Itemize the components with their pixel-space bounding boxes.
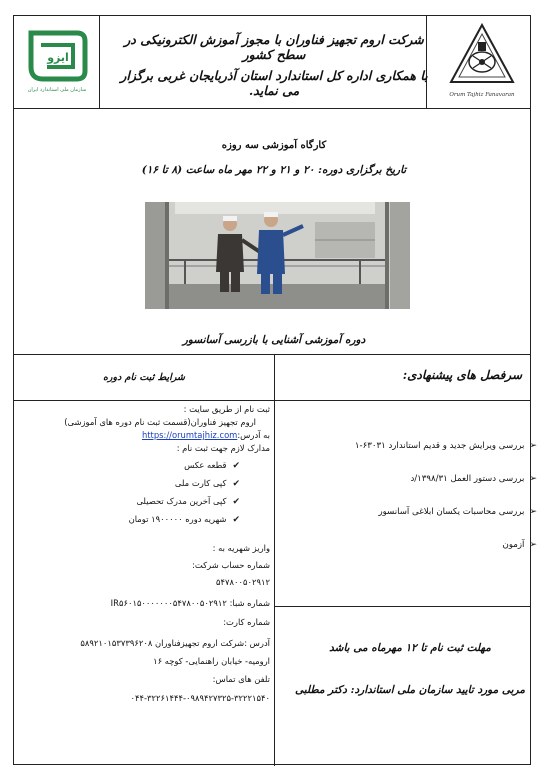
approved-instructor: مربی مورد تایید سازمان ملی استاندارد: دکتر مطلبی bbox=[295, 684, 525, 696]
doc-item: ✔شهریه دوره ۱۹۰۰۰۰۰ تومان bbox=[128, 514, 240, 525]
payment-label: واریز شهریه به : bbox=[212, 543, 270, 553]
arrow-bullet-icon: ➢ bbox=[529, 474, 537, 484]
standard-logo-icon bbox=[25, 27, 89, 83]
sheba-number: شماره شبا: IR۵۶۰۱۵۰۰۰۰۰۰۰۵۴۷۸۰۰۵۰۲۹۱۲ bbox=[110, 598, 270, 608]
checkmark-icon: ✔ bbox=[232, 461, 240, 471]
doc-item: ✔قطعه عکس bbox=[184, 460, 240, 471]
checkmark-icon: ✔ bbox=[232, 479, 240, 489]
register-via-site: ثبت نام از طریق سایت : bbox=[183, 404, 270, 414]
website-link[interactable]: https://orumtajhiz.com bbox=[141, 430, 238, 440]
doc-item: ✔کپی کارت ملی bbox=[174, 478, 240, 489]
topic-item: ➢بررسی محاسبات یکسان ابلاغی آسانسور bbox=[378, 507, 537, 517]
card-and-address: آدرس :شرکت اروم تجهیزفناوران ۵۸۹۲۱۰۱۵۳۷۳۹۶۲۰۸ bbox=[80, 638, 270, 648]
doc-item: ✔کپی آخرین مدرک تحصیلی bbox=[136, 496, 240, 507]
topic-item: ➢بررسی دستور العمل ۱۳۹۸/۳۱/د bbox=[410, 474, 537, 484]
company-logo-icon bbox=[447, 22, 517, 88]
account-number: ۵۴۷۸۰۰۵۰۲۹۱۲ bbox=[216, 577, 270, 587]
header-line-1: شرکت اروم تجهیز فناوران با مجوز آموزش الکترونیکی در سطح کشور bbox=[124, 32, 424, 62]
arrow-bullet-icon: ➢ bbox=[529, 441, 537, 451]
right-col-divider bbox=[274, 606, 530, 607]
checkmark-icon: ✔ bbox=[232, 515, 240, 525]
phones-label: تلفن های تماس: bbox=[212, 674, 270, 684]
card-label: شماره کارت: bbox=[223, 617, 270, 627]
standard-organization-logo bbox=[22, 27, 92, 102]
phone-numbers: ۰۴۴-۳۲۲۶۱۴۴۴-۰۹۸۹۴۲۷۳۲۵-۳۲۲۲۱۵۴۰ bbox=[130, 693, 270, 703]
intro-divider bbox=[14, 354, 530, 355]
registration-heading: شرایط ثبت نام دوره bbox=[102, 372, 186, 383]
course-title: دوره آموزشی آشنایی با بازرسی آسانسور bbox=[182, 334, 366, 346]
topic-item: ➢بررسی ویرایش جدید و قدیم استاندارد ۶۳۰۳۱-۱ bbox=[354, 441, 537, 451]
workshop-title: کارگاه آموزشی سه روزه bbox=[221, 140, 327, 151]
header-left-divider bbox=[99, 16, 100, 108]
address-row bbox=[22, 429, 270, 442]
required-docs-label: مدارک لازم جهت ثبت نام : bbox=[176, 443, 270, 453]
document-frame bbox=[13, 15, 537, 765]
account-label: شماره حساب شرکت: bbox=[192, 560, 270, 570]
street-address: ارومیه- خیابان راهنمایی- کوچه ۱۶ bbox=[153, 656, 270, 666]
arrow-bullet-icon: ➢ bbox=[529, 540, 537, 550]
topics-heading: سرفصل های پیشنهادی: bbox=[402, 368, 522, 382]
address-prefix: به آدرس: bbox=[237, 430, 270, 440]
header-line-2: با همکاری اداره کل استاندارد استان آذربایجان غربی برگزار می نماید. bbox=[120, 68, 428, 98]
checkmark-icon: ✔ bbox=[232, 497, 240, 507]
column-divider bbox=[274, 354, 275, 766]
company-logo bbox=[437, 22, 527, 110]
elevator-inspection-photo bbox=[145, 202, 410, 309]
section-head-divider bbox=[14, 400, 530, 401]
arrow-bullet-icon: ➢ bbox=[529, 507, 537, 517]
company-logo-caption: Orum Tajhiz Fanavaran bbox=[449, 92, 515, 98]
registration-deadline: مهلت ثبت نام تا ۱۲ مهرماه می باشد bbox=[329, 642, 491, 654]
svg-text:ایزو: ایزو bbox=[47, 51, 69, 64]
registration-details bbox=[22, 403, 270, 705]
register-section-text: اروم تجهیز فناوران(قسمت ثبت نام دوره های آموزشی) bbox=[64, 417, 256, 427]
standard-logo-caption: سازمان ملی استاندارد ایران bbox=[27, 87, 87, 93]
topic-item: ➢آزمون bbox=[502, 540, 537, 550]
course-dates: تاریخ برگزاری دوره: ۲۰ و ۲۱ و ۲۲ مهر ماه ساعت (۸ تا ۱۶) bbox=[141, 164, 407, 176]
